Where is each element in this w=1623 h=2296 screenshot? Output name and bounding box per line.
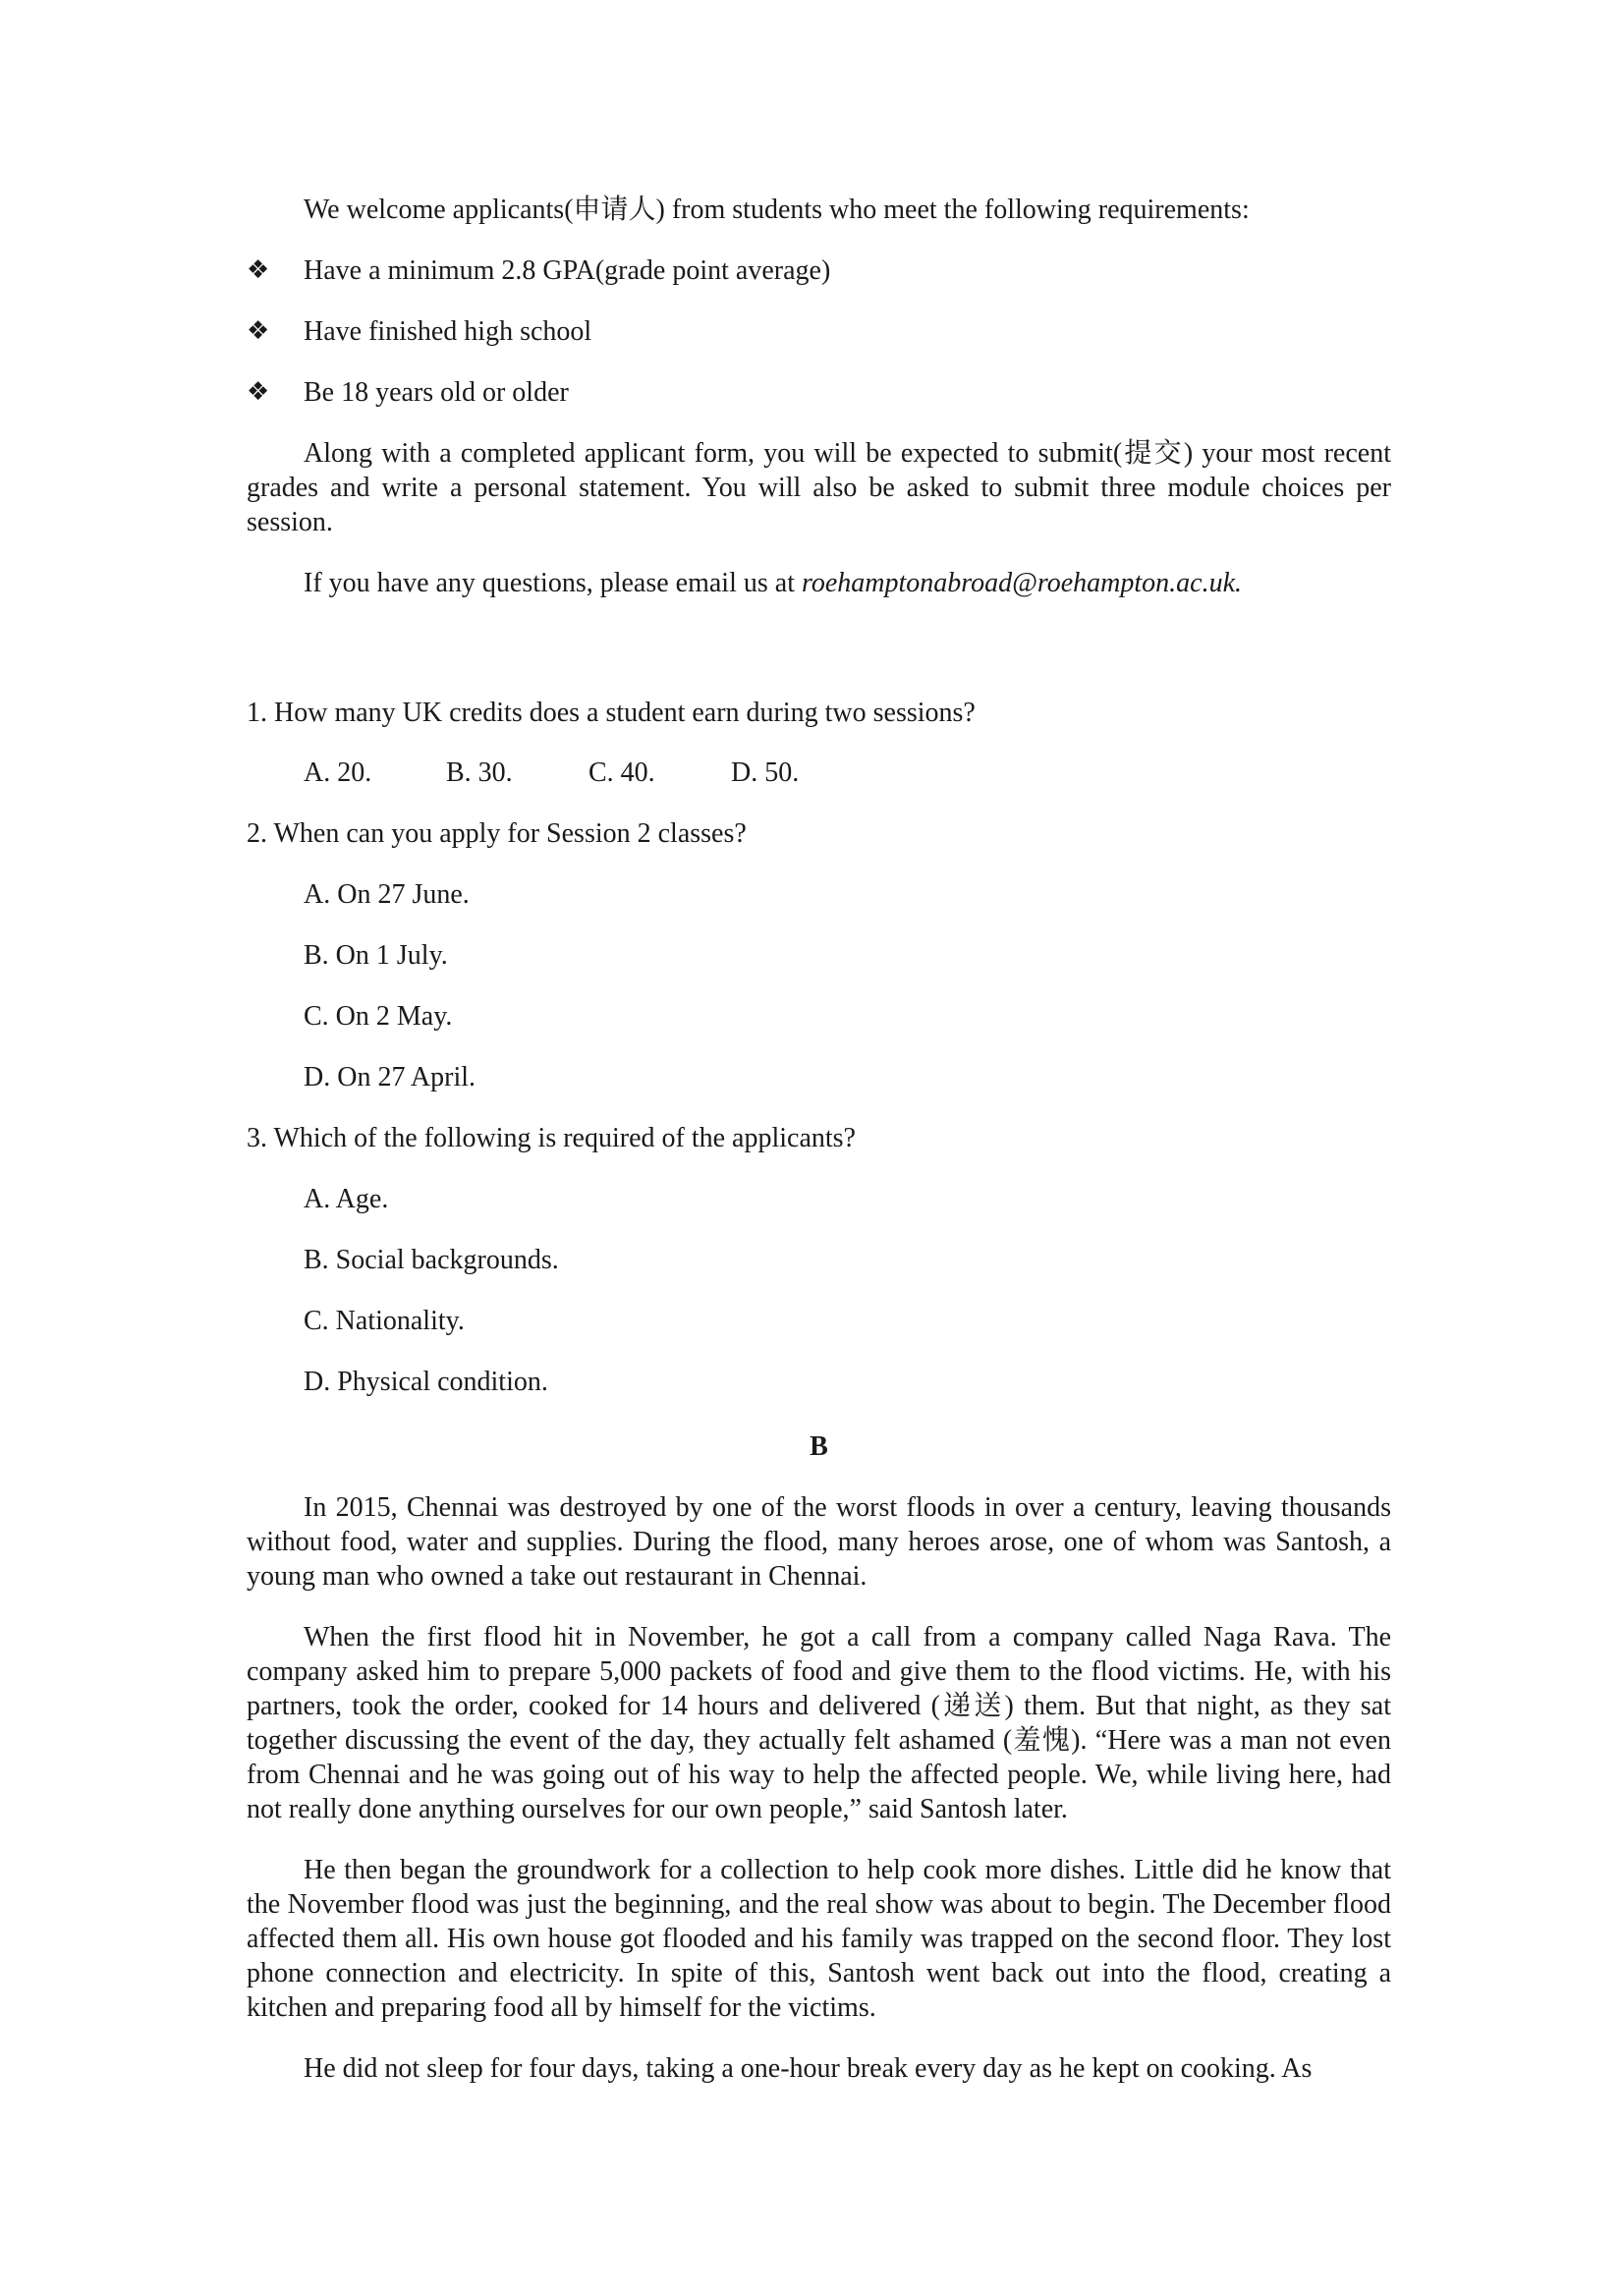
requirement-text: Have finished high school xyxy=(304,316,592,347)
submission-paragraph: Along with a completed applicant form, you will be expected to submit(提交) your most recent grades and write a personal statement. You will also be asked to submit three module choices per session. xyxy=(247,438,1391,537)
passage-paragraph: He did not sleep for four days, taking a one-hour break every day as he kept on cooking. As xyxy=(304,2053,1313,2084)
option-c: C. On 2 May. xyxy=(304,1001,453,1032)
question-stem: 2. When can you apply for Session 2 classes? xyxy=(247,818,747,849)
question-options xyxy=(247,756,1391,790)
diamond-bullet-icon: ❖ xyxy=(247,377,270,407)
option-a: A. On 27 June. xyxy=(304,879,470,910)
option-c: C. Nationality. xyxy=(304,1306,465,1336)
passage-paragraph: He then began the groundwork for a collection to help cook more dishes. Little did he know that the November flood was just the beginning, and the real show was about to begin. The December flood affected them all. His own house got flooded and his family was trapped on the second floor. They lost phone connection and electricity. In spite of this, Santosh went back out into the flood, creating a kitchen and preparing food all by himself for the victims. xyxy=(247,1855,1391,2023)
option-a: A. 20. xyxy=(304,757,372,788)
contact-text: If you have any questions, please email us at xyxy=(304,568,802,598)
option-b: B. 30. xyxy=(446,757,513,788)
passage-paragraph: In 2015, Chennai was destroyed by one of the worst floods in over a century, leaving thousands without food, water and supplies. During the flood, many heroes arose, one of whom was Santosh, a young man who owned a take out restaurant in Chennai. xyxy=(247,1492,1391,1592)
contact-paragraph xyxy=(247,566,1391,600)
requirement-item xyxy=(247,253,1391,288)
diamond-bullet-icon: ❖ xyxy=(247,255,270,285)
requirement-text: Have a minimum 2.8 GPA(grade point average) xyxy=(304,255,831,286)
option-b: B. Social backgrounds. xyxy=(304,1245,559,1275)
intro-paragraph: We welcome applicants(申请人) from students who meet the following requirements: xyxy=(304,195,1250,225)
contact-email: roehamptonabroad@roehampton.ac.uk. xyxy=(801,568,1243,598)
passage-paragraph: When the first flood hit in November, he got a call from a company called Naga Rava. The company asked him to prepare 5,000 packets of food and give them to the flood victims. He, with his partners, took the order, cooked for 14 hours and delivered (递送) them. But that night, as they sat together discussing the event of the day, they actually felt ashamed (羞愧). “Here was a man not even from Chennai and he was going out of his way to help the affected people. We, while living here, had not really done anything ourselves for our own people,” said Santosh later. xyxy=(247,1622,1391,1824)
requirement-item xyxy=(247,314,1391,349)
diamond-bullet-icon: ❖ xyxy=(247,316,270,346)
question-stem: 1. How many UK credits does a student earn during two sessions? xyxy=(247,698,976,728)
option-c: C. 40. xyxy=(588,757,655,788)
requirements-list xyxy=(247,253,1391,410)
requirement-text: Be 18 years old or older xyxy=(304,377,569,408)
option-d: D. Physical condition. xyxy=(304,1367,548,1397)
option-a: A. Age. xyxy=(304,1184,389,1214)
option-d: D. On 27 April. xyxy=(304,1062,476,1092)
option-b: B. On 1 July. xyxy=(304,940,448,971)
requirement-item xyxy=(247,375,1391,410)
document-page xyxy=(247,193,1391,2086)
option-d: D. 50. xyxy=(731,757,800,788)
section-heading: B xyxy=(810,1431,828,1462)
question-stem: 3. Which of the following is required of the applicants? xyxy=(247,1123,856,1153)
